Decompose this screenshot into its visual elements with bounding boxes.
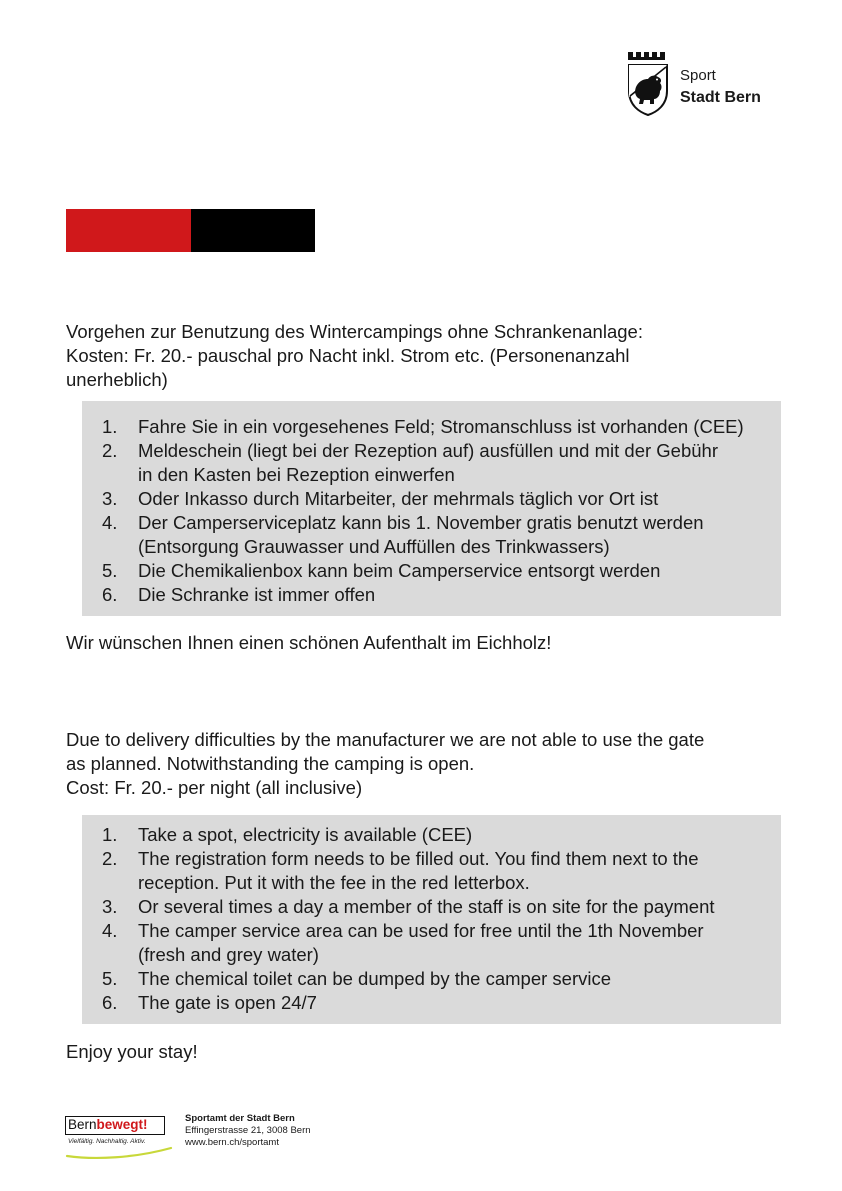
- step-line: The registration form needs to be filled out. You find them next to the: [138, 848, 699, 869]
- bern-coat-of-arms-icon: [627, 51, 671, 117]
- german-step: [82, 439, 781, 487]
- german-step: [82, 415, 781, 439]
- step-number: 2.: [102, 440, 118, 461]
- english-step: [82, 919, 781, 967]
- step-number: 6.: [102, 584, 118, 605]
- step-line: Oder Inkasso durch Mitarbeiter, der mehrmals täglich vor Ort ist: [138, 488, 659, 509]
- footer-address: Effingerstrasse 21, 3008 Bern: [185, 1125, 311, 1136]
- step-line: The chemical toilet can be dumped by the camper service: [138, 968, 612, 989]
- black-bar: [191, 209, 315, 252]
- german-intro: [66, 320, 786, 392]
- step-number: 6.: [102, 992, 118, 1013]
- english-steps-list: [82, 815, 781, 1015]
- english-closing: Enjoy your stay!: [66, 1041, 198, 1062]
- german-steps-list: [82, 401, 781, 607]
- step-line: (fresh and grey water): [138, 944, 319, 965]
- step-number: 1.: [102, 416, 118, 437]
- step-line: Fahre Sie in ein vorgesehenes Feld; Stromanschluss ist vorhanden (CEE): [138, 416, 744, 437]
- step-line: in den Kasten bei Rezeption einwerfen: [138, 464, 455, 485]
- step-number: 4.: [102, 920, 118, 941]
- english-intro: [66, 728, 786, 800]
- badge-bern-text: Bern: [68, 1117, 97, 1132]
- step-line: Take a spot, electricity is available (CEE): [138, 824, 473, 845]
- logo-city-text: Stadt Bern: [680, 89, 761, 106]
- bern-bewegt-badge: [65, 1116, 165, 1135]
- step-number: 3.: [102, 896, 118, 917]
- step-number: 4.: [102, 512, 118, 533]
- step-number: 3.: [102, 488, 118, 509]
- step-number: 5.: [102, 560, 118, 581]
- footer-org: Sportamt der Stadt Bern: [185, 1113, 295, 1124]
- step-line: Der Camperserviceplatz kann bis 1. November gratis benutzt werden: [138, 512, 704, 533]
- step-line: Or several times a day a member of the staff is on site for the payment: [138, 896, 715, 917]
- english-step: [82, 823, 781, 847]
- step-number: 2.: [102, 848, 118, 869]
- english-intro-line: as planned. Notwithstanding the camping is open.: [66, 753, 475, 774]
- english-step: [82, 991, 781, 1015]
- german-intro-line: Kosten: Fr. 20.- pauschal pro Nacht inkl. Strom etc. (Personenanzahl: [66, 345, 630, 366]
- step-line: The gate is open 24/7: [138, 992, 317, 1013]
- logo-sport-text: Sport: [680, 67, 716, 84]
- german-intro-line: unerheblich): [66, 369, 168, 390]
- german-step: [82, 487, 781, 511]
- step-number: 1.: [102, 824, 118, 845]
- badge-bewegt-text: bewegt!: [96, 1117, 148, 1132]
- red-bar: [66, 209, 191, 252]
- stadt-bern-logo: [627, 51, 787, 117]
- footer-web: www.bern.ch/sportamt: [185, 1137, 279, 1148]
- step-line: The camper service area can be used for free until the 1th November: [138, 920, 704, 941]
- german-step: [82, 583, 781, 607]
- german-intro-line: Vorgehen zur Benutzung des Wintercampings ohne Schrankenanlage:: [66, 321, 643, 342]
- step-line: reception. Put it with the fee in the red letterbox.: [138, 872, 530, 893]
- step-line: Meldeschein (liegt bei der Rezeption auf) ausfüllen und mit der Gebühr: [138, 440, 718, 461]
- english-intro-line: Due to delivery difficulties by the manufacturer we are not able to use the gate: [66, 729, 705, 750]
- swoosh-icon: [65, 1146, 173, 1160]
- german-closing: Wir wünschen Ihnen einen schönen Aufenthalt im Eichholz!: [66, 632, 552, 653]
- english-step: [82, 895, 781, 919]
- english-step: [82, 967, 781, 991]
- step-number: 5.: [102, 968, 118, 989]
- footer-address-block: [185, 1113, 311, 1149]
- bern-bewegt-logo: [65, 1116, 173, 1160]
- step-line: Die Chemikalienbox kann beim Camperservice entsorgt werden: [138, 560, 661, 581]
- english-steps-box: [82, 815, 781, 1024]
- bern-bewegt-tagline: Vielfältig. Nachhaltig. Aktiv.: [68, 1138, 146, 1145]
- german-step: [82, 559, 781, 583]
- english-step: [82, 847, 781, 895]
- german-steps-box: [82, 401, 781, 616]
- step-line: Die Schranke ist immer offen: [138, 584, 376, 605]
- english-intro-line: Cost: Fr. 20.- per night (all inclusive): [66, 777, 363, 798]
- step-line: (Entsorgung Grauwasser und Auffüllen des Trinkwassers): [138, 536, 610, 557]
- german-step: [82, 511, 781, 559]
